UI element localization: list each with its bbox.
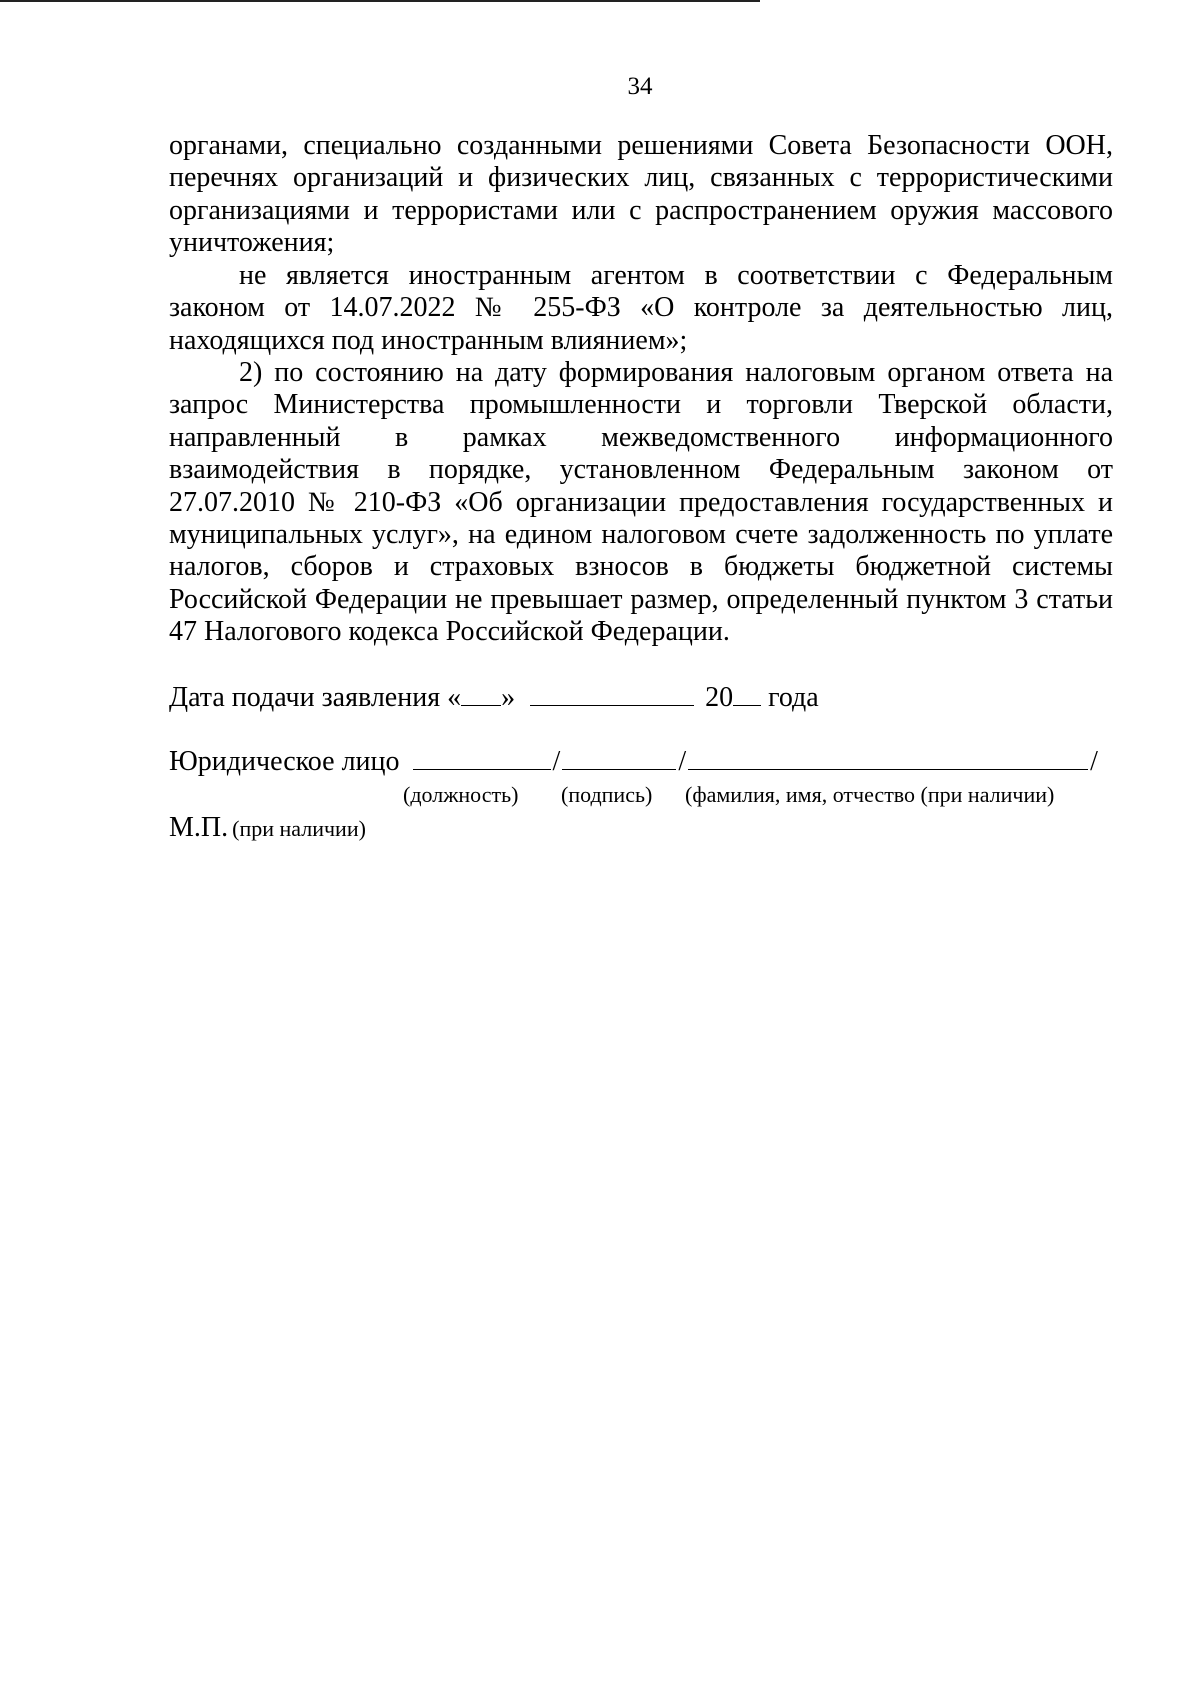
separator-slash-1: / (552, 746, 561, 777)
stamp-line (169, 812, 366, 844)
legal-entity-label: Юридическое лицо (169, 746, 400, 777)
paragraph-continuation-block (169, 130, 1113, 260)
paragraph-foreign-agent-block (169, 260, 1113, 357)
caption-signature: (подпись) (561, 782, 653, 807)
paragraph-1: органами, специально созданными решениями Совета Безопасности ООН, перечнях организаций и физических лиц, связанных с террористическими организациями и террористами или с распространением оружия массового уничтожения; (169, 130, 1113, 259)
stamp-note: (при наличии) (232, 816, 366, 841)
day-blank[interactable] (461, 685, 501, 706)
full-name-blank[interactable] (688, 749, 1088, 770)
month-blank[interactable] (530, 685, 694, 706)
signature-blank[interactable] (562, 749, 676, 770)
signature-captions (0, 782, 1200, 810)
legal-entity-signature-line (169, 746, 1100, 778)
application-date-line (169, 682, 819, 714)
position-blank[interactable] (413, 749, 551, 770)
separator-slash-3: / (1090, 746, 1098, 777)
paragraph-2: не является иностранным агентом в соответствии с Федеральным законом от 14.07.2022 № 255-ФЗ «О контроле за деятельностью лиц, находящихся под иностранным влиянием»; (169, 260, 1113, 356)
year-prefix: 20 (705, 682, 734, 713)
paragraph-3: 2) по состоянию на дату формирования налоговым органом ответа на запрос Министерства промышленности и торговли Тверской области, направленный в рамках межведомственного информационного взаимодействия в порядке, установленном Федеральным законом от 27.07.2010 № 210-ФЗ «Об организации предоставления государственных и муниципальных услуг», на едином налоговом счете задолженность по уплате налогов, сборов и страховых взносов в бюджеты бюджетной системы Российской Федерации не превышает размер, определенный пунктом 3 статьи 47 Налогового кодекса Российской Федерации. (169, 357, 1113, 648)
page-number: 34 (627, 73, 653, 100)
paragraph-tax-debt-block (169, 357, 1113, 649)
scan-top-edge (0, 0, 760, 2)
date-close-quote: » (501, 682, 516, 713)
stamp-label: М.П. (169, 812, 229, 843)
caption-position: (должность) (403, 782, 519, 807)
separator-slash-2: / (678, 746, 687, 777)
year-suffix: года (768, 682, 819, 713)
year-blank[interactable] (733, 685, 761, 706)
date-label: Дата подачи заявления « (169, 682, 462, 713)
caption-full-name: (фамилия, имя, отчество (при наличии) (685, 782, 1055, 807)
